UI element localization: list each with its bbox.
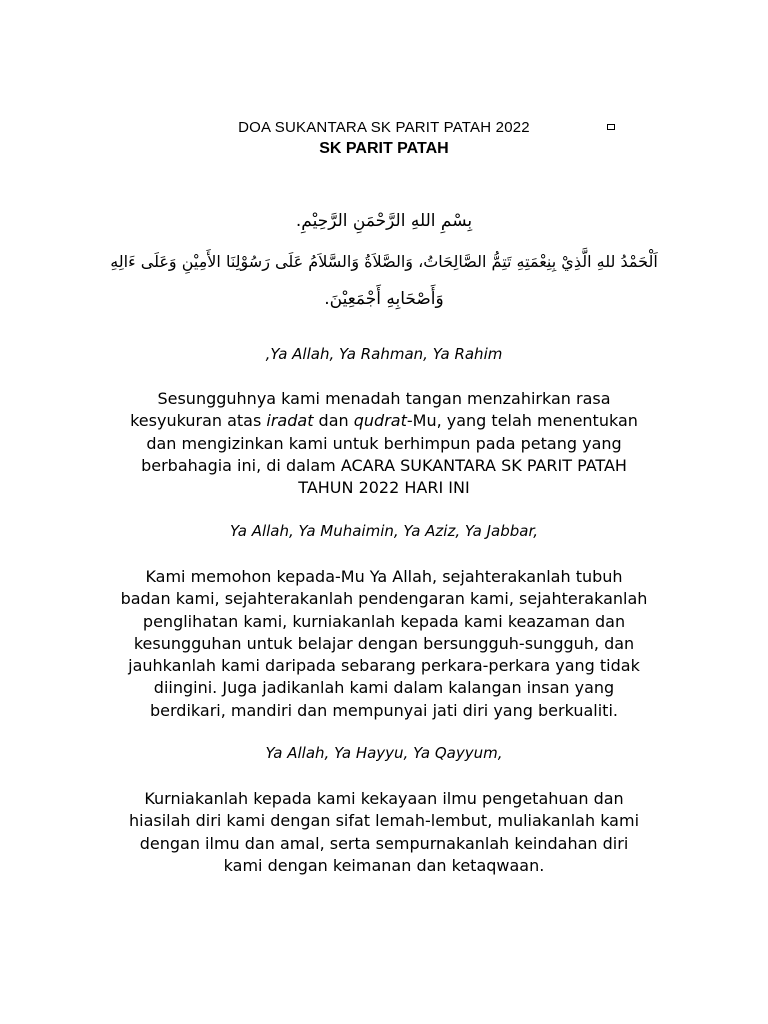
- paragraph-1-line-2: [40, 410, 728, 432]
- paragraph-3: [40, 788, 728, 877]
- paragraph-2-line-5: jauhkanlah kami daripada sebarang perkara-perkara yang tidak: [128, 656, 640, 676]
- paragraph-3-line-2: hiasilah diri kami dengan sifat lemah-lembut, muliakanlah kami: [128, 811, 640, 831]
- paragraph-3-line-1: Kurniakanlah kepada kami kekayaan ilmu pengetahuan dan: [144, 789, 624, 808]
- arabic-praise-line: اَلْحَمْدُ للهِ الَّذِيْ بِنِعْمَتِهِ تَتِمُّ الصَّالِحَاتُ، وَالصَّلاَةُ وَالسَّلاَمُ عَلَى رَسُوْلِنَا الأَمِيْنِ وَعَلَى ءَالِهِ: [110, 252, 658, 271]
- invocation-2: Ya Allah, Ya Muhaimin, Ya Aziz, Ya Jabbar,: [229, 522, 539, 540]
- italic-term-iradat: iradat: [266, 411, 314, 431]
- paragraph-2-line-1: Kami memohon kepada-Mu Ya Allah, sejahterakanlah tubuh: [145, 567, 623, 586]
- paragraph-1-line-3: dan mengizinkan kami untuk berhimpun pada petang yang: [146, 433, 622, 453]
- paragraph-3-line-3: dengan ilmu dan amal, serta sempurnakanlah keindahan diri: [139, 833, 629, 853]
- paragraph-2-line-3: penglihatan kami, kurniakanlah kepada kami keazaman dan: [142, 611, 626, 631]
- arabic-basmalah: بِسْمِ اللهِ الرَّحْمَنِ الرَّحِيْمِ.: [295, 211, 473, 231]
- paragraph-1-line-1: Sesungguhnya kami menadah tangan menzahirkan rasa: [157, 389, 611, 408]
- paragraph-2: [40, 566, 728, 722]
- paragraph-1-line-5: TAHUN 2022 HARI INI: [298, 478, 470, 498]
- arabic-closing-line: وَأَصْحَابِهِ أَجْمَعِيْنَ.: [324, 289, 444, 309]
- text-segment: kesyukuran atas: [130, 411, 267, 431]
- paragraph-2-line-4: kesungguhan untuk belajar dengan bersungguh-sungguh, dan: [133, 633, 635, 653]
- text-segment: -Mu, yang telah menentukan: [406, 411, 638, 431]
- paragraph-1: [40, 388, 728, 499]
- paragraph-marker-icon: [607, 124, 615, 130]
- italic-term-qudrat: qudrat: [353, 411, 407, 431]
- document-subtitle: SK PARIT PATAH: [319, 140, 449, 157]
- paragraph-1-line-4: berbahagia ini, di dalam ACARA SUKANTARA SK PARIT PATAH: [141, 455, 627, 475]
- document-title: DOA SUKANTARA SK PARIT PATAH 2022: [238, 119, 530, 136]
- text-segment: dan: [313, 411, 354, 431]
- paragraph-2-line-2: badan kami, sejahterakanlah pendengaran kami, sejahterakanlah: [120, 589, 648, 609]
- paragraph-2-line-6: diingini. Juga jadikanlah kami dalam kalangan insan yang: [153, 678, 615, 698]
- invocation-1: ,Ya Allah, Ya Rahman, Ya Rahim: [265, 345, 503, 363]
- paragraph-3-line-4: kami dengan keimanan dan ketaqwaan.: [223, 855, 545, 875]
- invocation-3: Ya Allah, Ya Hayyu, Ya Qayyum,: [265, 744, 503, 762]
- paragraph-2-line-7: berdikari, mandiri dan mempunyai jati diri yang berkualiti.: [150, 700, 618, 720]
